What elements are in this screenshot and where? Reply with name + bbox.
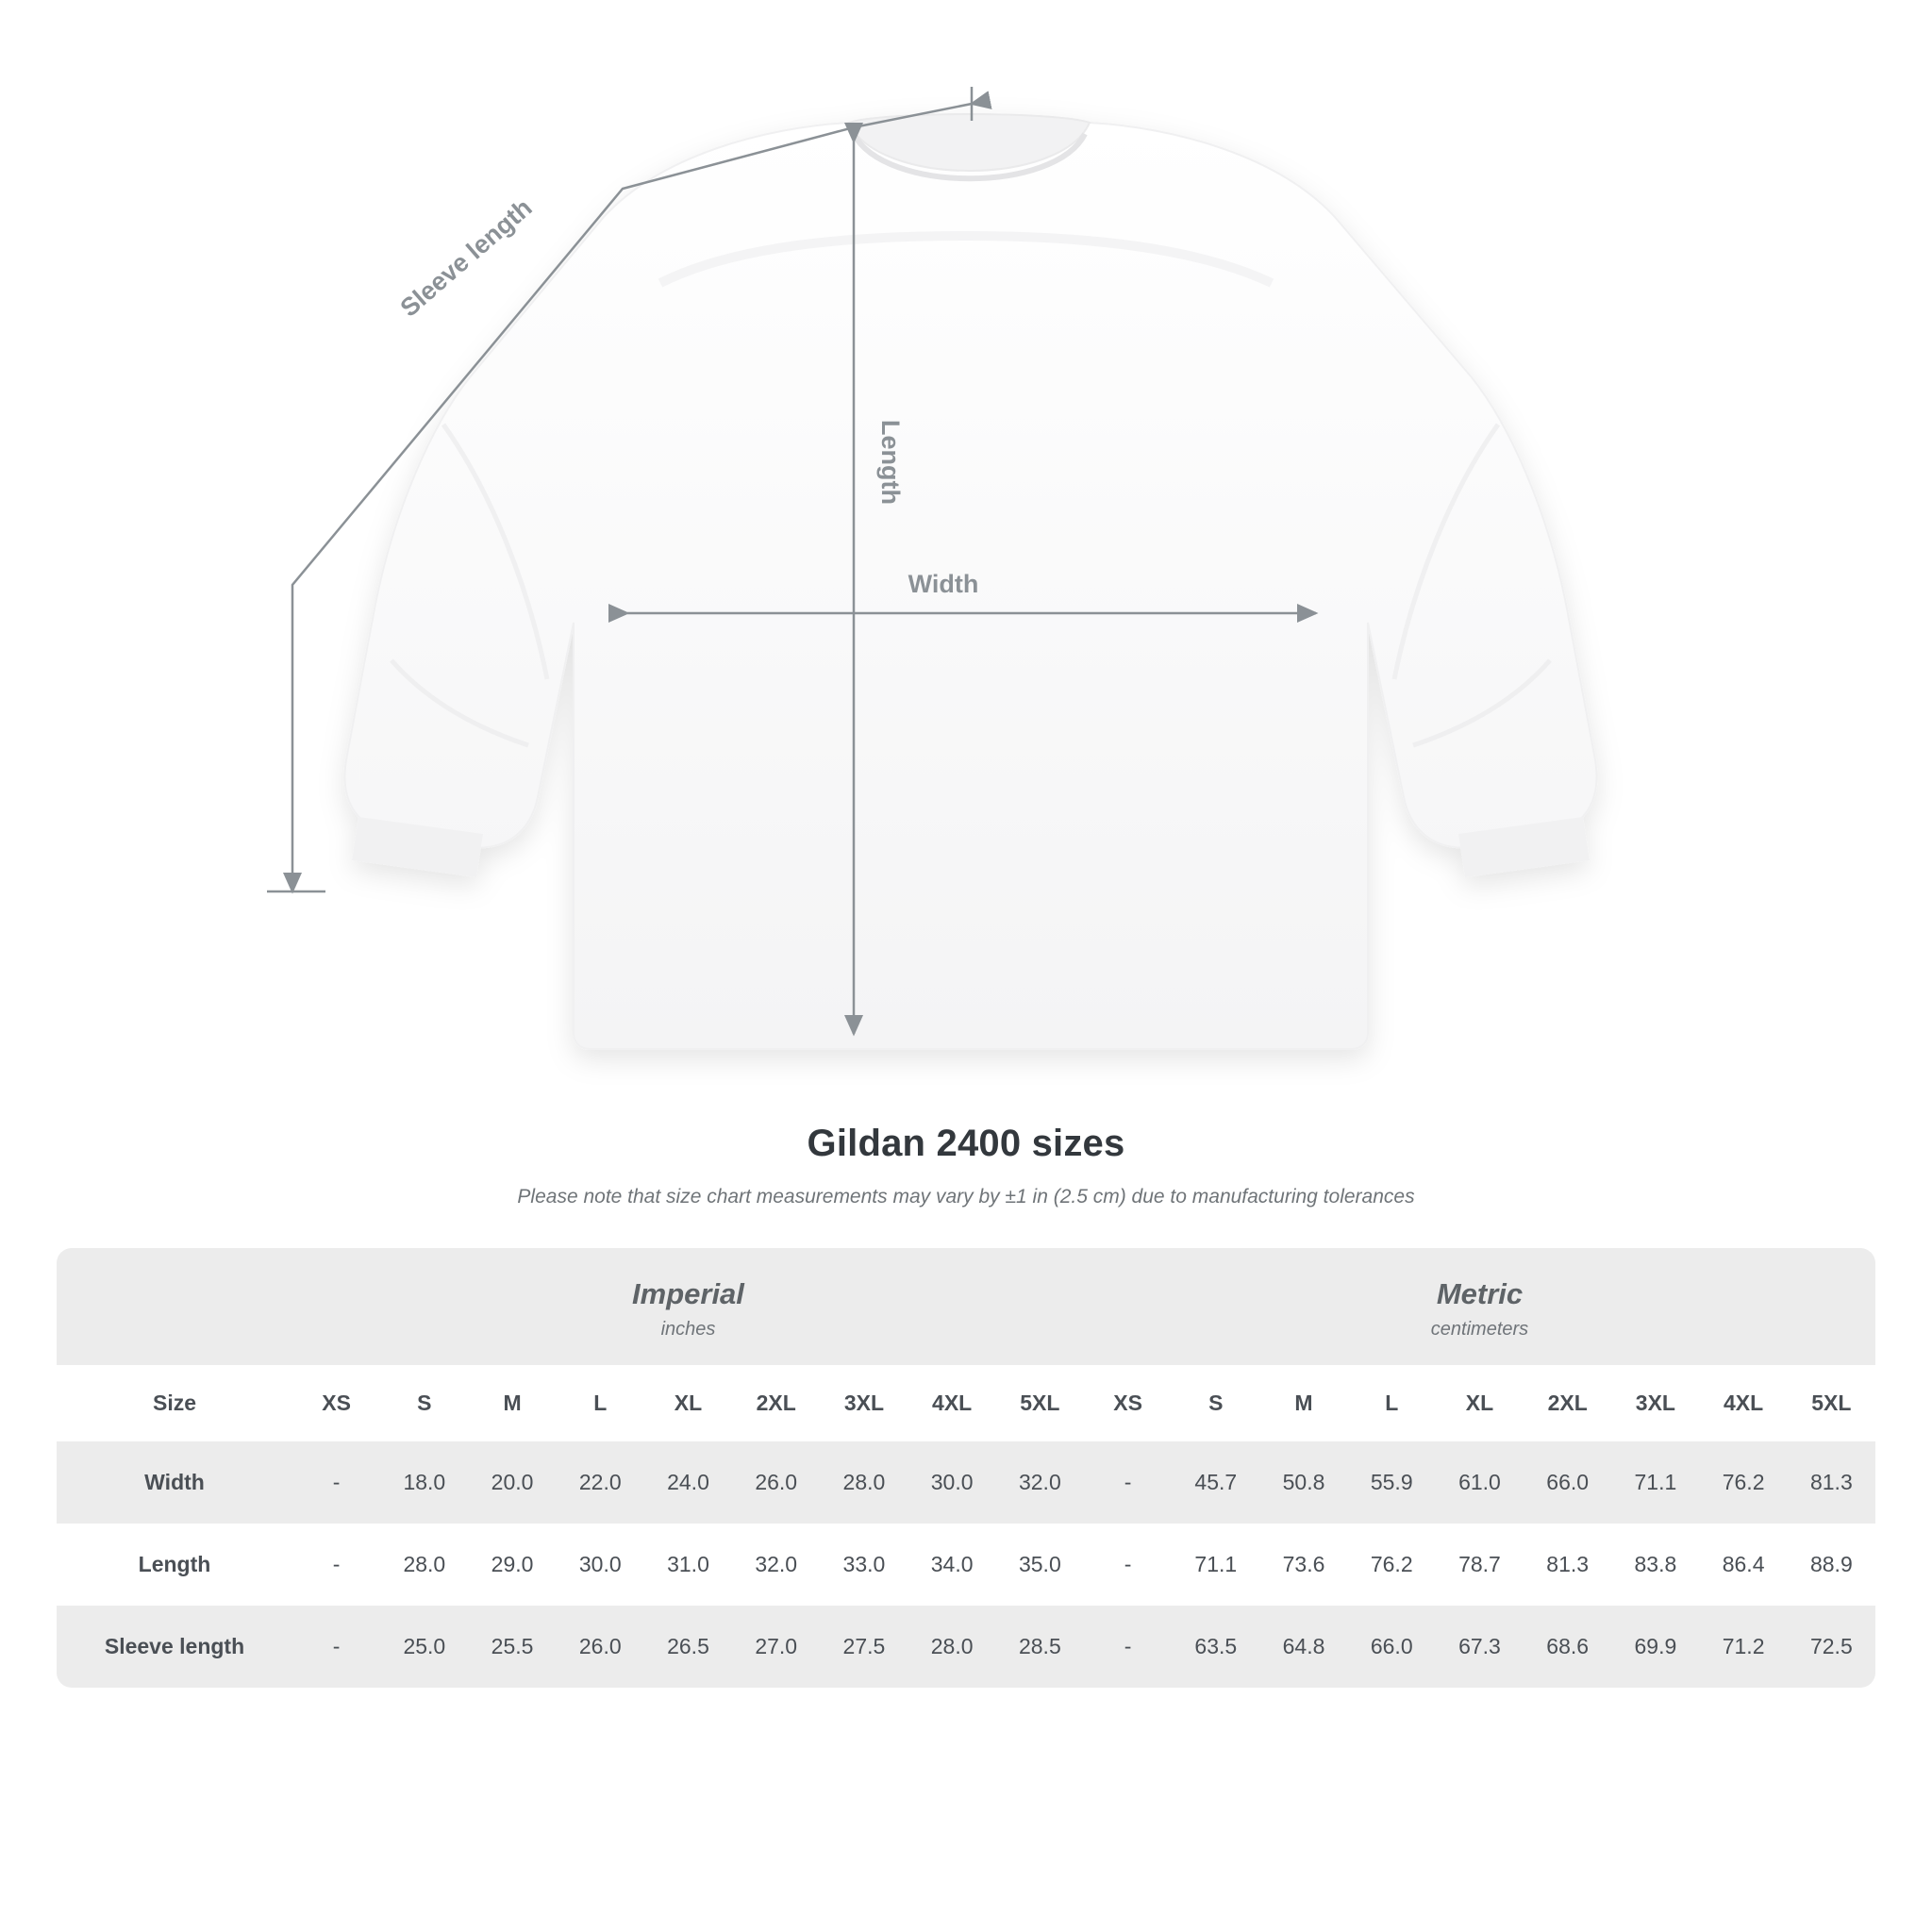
row-label-sleeve-length: Sleeve length <box>57 1606 292 1688</box>
size-col-imperial-xs: XS <box>292 1365 380 1441</box>
cell-sleeve-imperial-2xl: 27.0 <box>732 1606 820 1688</box>
cell-sleeve-imperial-s: 25.0 <box>380 1606 468 1688</box>
cell-sleeve-imperial-xl: 26.5 <box>644 1606 732 1688</box>
cell-width-metric-xl: 61.0 <box>1436 1441 1524 1524</box>
size-col-imperial-2xl: 2XL <box>732 1365 820 1441</box>
size-col-metric-4xl: 4XL <box>1700 1365 1788 1441</box>
chart-title: Gildan 2400 sizes <box>807 1123 1125 1164</box>
cell-sleeve-imperial-3xl: 27.5 <box>820 1606 908 1688</box>
size-table <box>57 1248 1875 1688</box>
cell-sleeve-metric-xl: 67.3 <box>1436 1606 1524 1688</box>
size-col-imperial-5xl: 5XL <box>996 1365 1084 1441</box>
unit-header-row <box>57 1248 1875 1365</box>
cell-sleeve-imperial-4xl: 28.0 <box>908 1606 996 1688</box>
cell-width-imperial-s: 18.0 <box>380 1441 468 1524</box>
cell-sleeve-metric-2xl: 68.6 <box>1524 1606 1611 1688</box>
cell-length-imperial-2xl: 32.0 <box>732 1524 820 1606</box>
label-length: Length <box>876 420 905 505</box>
cell-width-imperial-l: 22.0 <box>557 1441 644 1524</box>
row-label-length: Length <box>57 1524 292 1606</box>
size-col-metric-l: L <box>1348 1365 1436 1441</box>
cell-sleeve-metric-4xl: 71.2 <box>1700 1606 1788 1688</box>
row-label-width: Width <box>57 1441 292 1524</box>
cell-length-metric-5xl: 88.9 <box>1788 1524 1875 1606</box>
unit-group-imperial-sub: inches <box>660 1318 716 1340</box>
cell-length-metric-xl: 78.7 <box>1436 1524 1524 1606</box>
unit-group-imperial-name: Imperial <box>632 1277 744 1310</box>
cell-length-metric-xs: - <box>1084 1524 1172 1606</box>
cell-length-imperial-3xl: 33.0 <box>820 1524 908 1606</box>
unit-header-spacer <box>57 1248 292 1365</box>
cell-sleeve-metric-s: 63.5 <box>1172 1606 1259 1688</box>
cell-sleeve-metric-m: 64.8 <box>1259 1606 1347 1688</box>
cell-width-imperial-5xl: 32.0 <box>996 1441 1084 1524</box>
size-header-label: Size <box>57 1365 292 1441</box>
unit-group-metric-sub: centimeters <box>1430 1318 1529 1340</box>
cell-width-metric-2xl: 66.0 <box>1524 1441 1611 1524</box>
cell-width-imperial-2xl: 26.0 <box>732 1441 820 1524</box>
unit-group-metric-name: Metric <box>1436 1277 1524 1310</box>
cell-length-metric-s: 71.1 <box>1172 1524 1259 1606</box>
cell-length-metric-m: 73.6 <box>1259 1524 1347 1606</box>
cell-width-imperial-xs: - <box>292 1441 380 1524</box>
cell-sleeve-imperial-m: 25.5 <box>468 1606 556 1688</box>
cell-length-imperial-l: 30.0 <box>557 1524 644 1606</box>
cell-width-metric-l: 55.9 <box>1348 1441 1436 1524</box>
cell-length-metric-3xl: 83.8 <box>1611 1524 1699 1606</box>
cell-width-metric-3xl: 71.1 <box>1611 1441 1699 1524</box>
cell-sleeve-imperial-5xl: 28.5 <box>996 1606 1084 1688</box>
table-row <box>57 1524 1875 1606</box>
cell-length-metric-4xl: 86.4 <box>1700 1524 1788 1606</box>
size-col-imperial-s: S <box>380 1365 468 1441</box>
cell-width-imperial-4xl: 30.0 <box>908 1441 996 1524</box>
size-col-metric-3xl: 3XL <box>1611 1365 1699 1441</box>
size-col-imperial-m: M <box>468 1365 556 1441</box>
size-col-imperial-xl: XL <box>644 1365 732 1441</box>
cell-sleeve-imperial-xs: - <box>292 1606 380 1688</box>
cell-length-imperial-s: 28.0 <box>380 1524 468 1606</box>
table-row <box>57 1441 1875 1524</box>
size-table-wrapper <box>57 1248 1875 1688</box>
size-header-row <box>57 1365 1875 1441</box>
size-col-metric-xl: XL <box>1436 1365 1524 1441</box>
label-width: Width <box>908 570 979 598</box>
size-col-metric-s: S <box>1172 1365 1259 1441</box>
size-col-imperial-3xl: 3XL <box>820 1365 908 1441</box>
cell-sleeve-metric-5xl: 72.5 <box>1788 1606 1875 1688</box>
cell-width-metric-4xl: 76.2 <box>1700 1441 1788 1524</box>
cell-sleeve-metric-xs: - <box>1084 1606 1172 1688</box>
cell-sleeve-metric-3xl: 69.9 <box>1611 1606 1699 1688</box>
cell-length-metric-2xl: 81.3 <box>1524 1524 1611 1606</box>
cell-length-metric-l: 76.2 <box>1348 1524 1436 1606</box>
cell-length-imperial-5xl: 35.0 <box>996 1524 1084 1606</box>
cell-width-metric-s: 45.7 <box>1172 1441 1259 1524</box>
label-sleeve-length: Sleeve length <box>394 192 538 323</box>
cell-length-imperial-4xl: 34.0 <box>908 1524 996 1606</box>
size-col-metric-5xl: 5XL <box>1788 1365 1875 1441</box>
chart-subtitle: Please note that size chart measurements may vary by ±1 in (2.5 cm) due to manufacturing tolerances <box>517 1186 1415 1208</box>
size-col-imperial-l: L <box>557 1365 644 1441</box>
cell-sleeve-imperial-l: 26.0 <box>557 1606 644 1688</box>
cell-length-imperial-m: 29.0 <box>468 1524 556 1606</box>
cell-width-metric-xs: - <box>1084 1441 1172 1524</box>
cell-width-imperial-m: 20.0 <box>468 1441 556 1524</box>
cell-width-imperial-3xl: 28.0 <box>820 1441 908 1524</box>
cell-width-imperial-xl: 24.0 <box>644 1441 732 1524</box>
size-col-metric-m: M <box>1259 1365 1347 1441</box>
unit-group-imperial <box>292 1248 1084 1365</box>
cell-sleeve-metric-l: 66.0 <box>1348 1606 1436 1688</box>
cell-width-metric-5xl: 81.3 <box>1788 1441 1875 1524</box>
size-col-metric-xs: XS <box>1084 1365 1172 1441</box>
size-col-imperial-4xl: 4XL <box>908 1365 996 1441</box>
cell-length-imperial-xs: - <box>292 1524 380 1606</box>
cell-width-metric-m: 50.8 <box>1259 1441 1347 1524</box>
table-row <box>57 1606 1875 1688</box>
unit-group-metric <box>1084 1248 1875 1365</box>
size-col-metric-2xl: 2XL <box>1524 1365 1611 1441</box>
cell-length-imperial-xl: 31.0 <box>644 1524 732 1606</box>
